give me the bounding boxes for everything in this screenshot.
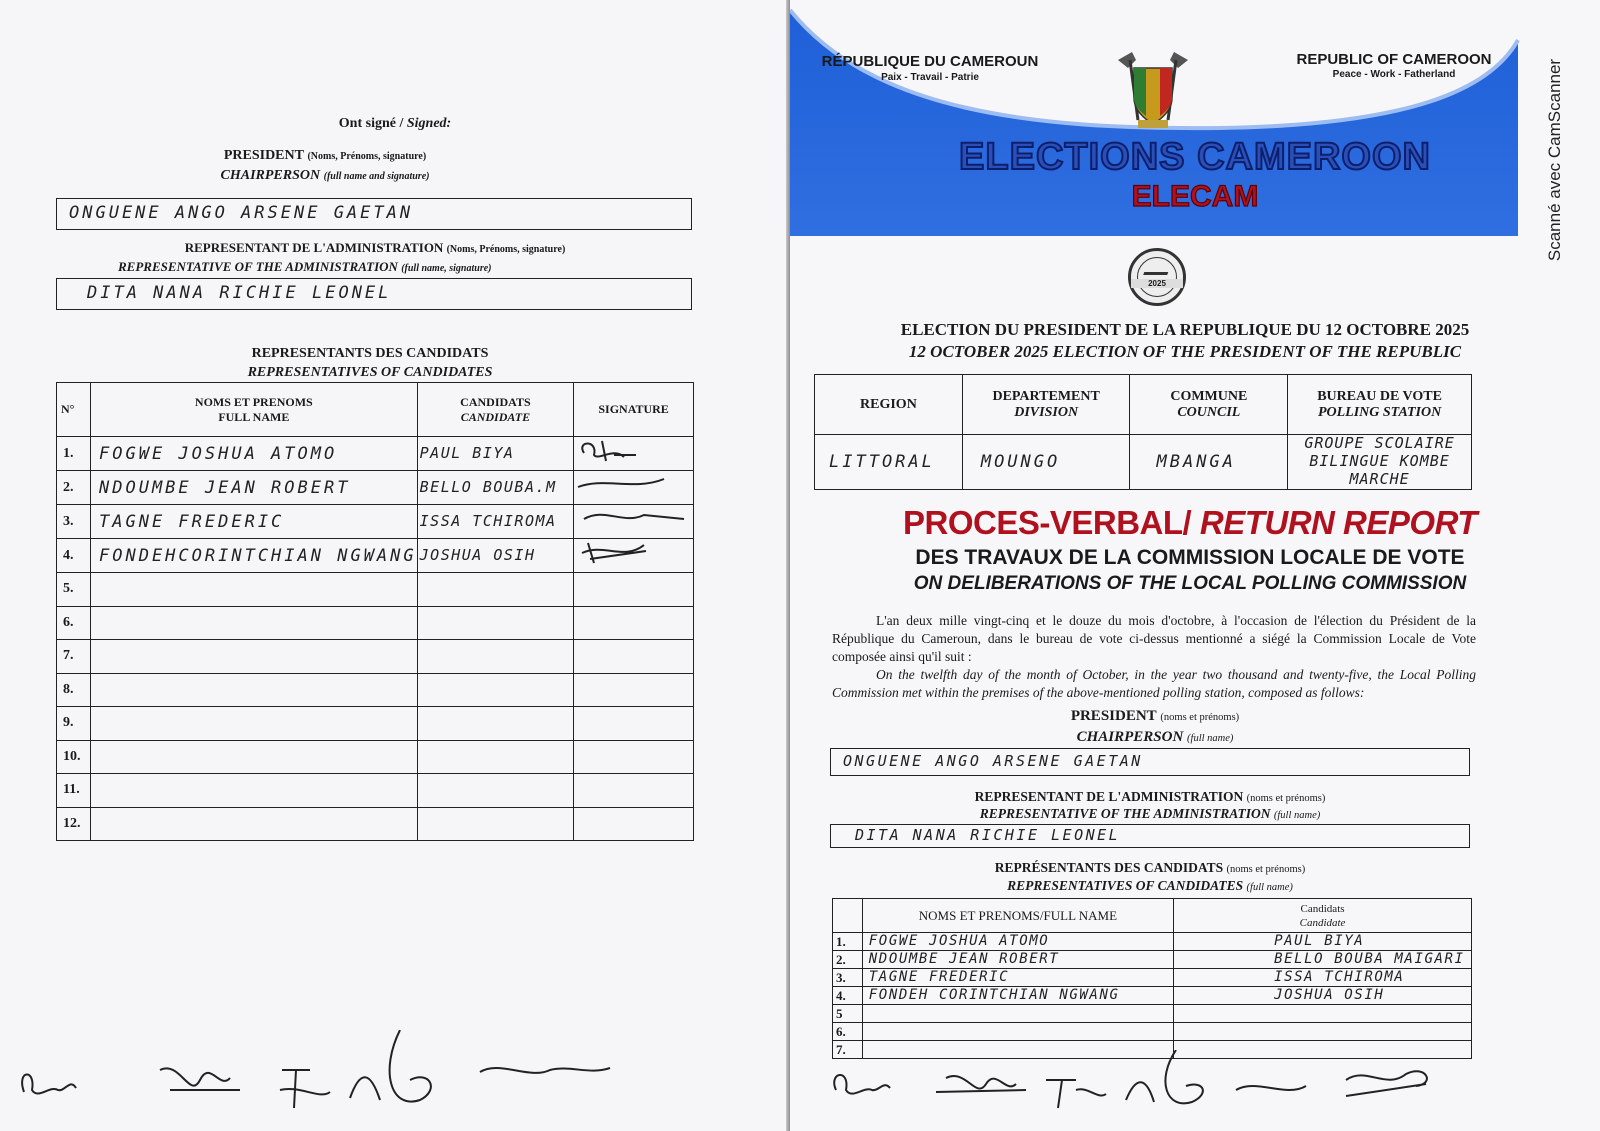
election-title-fr: ELECTION DU PRESIDENT DE LA REPUBLIQUE DU 12 OCTOBRE 2025 [900,320,1470,339]
table-row [57,740,694,774]
row-number: 6. [833,1023,863,1041]
row-number: 7. [57,640,91,674]
region-cell: LITTORAL [815,435,963,490]
org-name: ELECTIONS CAMEROON [959,136,1431,178]
candidate-name[interactable]: PAUL BIYA [417,437,574,471]
left-president-label: PRESIDENT (Noms, Prénoms, signature) [223,148,427,163]
left-bottom-signatures [10,1030,630,1120]
table-row [57,505,694,539]
table-row [57,573,694,607]
signature-cell[interactable] [574,471,694,505]
scanner-watermark: Scanné avec CamScanner [1545,58,1564,262]
candidate-name[interactable] [1174,1023,1472,1041]
candidate-name[interactable]: BELLO BOUBA.M [417,471,574,505]
representative-name[interactable] [862,1023,1173,1041]
row-number: 2. [57,471,91,505]
left-admin-value: DITA NANA RICHIE LEONEL [87,283,392,303]
row-number: 4. [57,539,91,573]
right-admin-field[interactable] [830,824,1470,848]
right-admin-label-en: REPRESENTATIVE OF THE ADMINISTRATION (full name) [979,806,1321,821]
row-number: 1. [57,437,91,471]
location-header: REGION [815,375,963,435]
candidate-name[interactable] [417,807,574,841]
signature-cell[interactable] [574,437,694,471]
table-row [57,774,694,808]
right-admin-label: REPRESENTANT DE L'ADMINISTRATION (noms et prénoms) [974,789,1326,804]
table-row [833,933,1472,951]
col-candidate: CANDIDATS CANDIDATE [417,383,574,437]
table-row [833,1023,1472,1041]
station-cell: GROUPE SCOLAIRE BILINGUE KOMBE MARCHE [1288,435,1472,490]
row-number: 11. [57,774,91,808]
table-row [57,673,694,707]
right-candidates-heading-en: REPRESENTATIVES OF CANDIDATES (full name) [1007,878,1293,893]
candidate-name[interactable] [417,673,574,707]
table-row [57,807,694,841]
candidate-name[interactable]: BELLO BOUBA MAIGARI [1174,951,1472,969]
council-cell: MBANGA [1130,435,1288,490]
table-row [833,1005,1472,1023]
right-president-value: ONGUENE ANGO ARSENE GAETAN [843,752,1143,770]
left-candidates-heading-en: REPRESENTATIVES OF CANDIDATES [247,365,493,380]
right-page [790,0,1600,1131]
location-header: COMMUNE COUNCIL [1130,375,1288,435]
representative-name[interactable] [91,573,418,607]
representative-name[interactable] [91,673,418,707]
intro-en: On the twelfth day of the month of October, in the year two thousand and twenty-five, the Local Polling Commission met within the premises of the above-mentioned polling station, composed as follows: [832,667,1476,700]
col-candidate: Candidats Candidate [1174,899,1472,933]
left-president-field[interactable] [56,198,692,230]
right-president-label: PRESIDENT (noms et prénoms) [1070,708,1240,724]
left-chairperson-label: CHAIRPERSON (full name and signature) [220,168,430,183]
row-number: 3. [833,969,863,987]
right-candidates-heading: REPRÉSENTANTS DES CANDIDATS (noms et prénoms) [994,860,1306,875]
candidate-name[interactable] [417,573,574,607]
intro-fr: L'an deux mille vingt-cinq et le douze du mois d'octobre, à l'occasion de l'élection du Président de la République du Cameroun, dans le bureau de vote ci-dessus mentionné a siégé la Commission Locale de Vote composée ainsi qu'il suit : [832,613,1476,664]
representative-name[interactable] [862,1005,1173,1023]
left-president-value: ONGUENE ANGO ARSENE GAETAN [69,203,414,223]
candidate-name[interactable] [417,606,574,640]
representative-name[interactable] [91,707,418,741]
row-number: 5 [833,1005,863,1023]
representative-name[interactable] [91,740,418,774]
row-number: 1. [833,933,863,951]
row-number: 12. [57,807,91,841]
signature-cell[interactable] [574,740,694,774]
table-row [833,969,1472,987]
left-admin-label: REPRESENTANT DE L'ADMINISTRATION (Noms, Prénoms, signature) [184,240,566,255]
candidate-name[interactable]: JOSHUA OSIH [1174,987,1472,1005]
col-name: NOMS ET PRENOMS/FULL NAME [862,899,1173,933]
candidate-name[interactable] [1174,1005,1472,1023]
row-number: 9. [57,707,91,741]
representative-name[interactable]: FONDEH CORINTCHIAN NGWANG [862,987,1173,1005]
election-title-en: 12 OCTOBER 2025 ELECTION OF THE PRESIDENT OF THE REPUBLIC [908,342,1462,361]
table-row [833,951,1472,969]
left-candidates-heading: REPRESENTANTS DES CANDIDATS [251,346,489,361]
republic-en: REPUBLIC OF CAMEROON [1296,51,1492,68]
signature-cell[interactable] [574,640,694,674]
elecam-seal [1128,248,1186,306]
representative-name[interactable]: NDOUMBE JEAN ROBERT [862,951,1173,969]
right-president-field[interactable] [830,748,1470,776]
left-candidates-table [56,382,694,841]
row-number: 2. [833,951,863,969]
motto-en: Peace - Work - Fatherland [1332,69,1456,80]
col-signature: SIGNATURE [574,383,694,437]
signature-cell[interactable] [574,673,694,707]
right-bottom-signatures [826,1050,1466,1120]
table-row [57,437,694,471]
table-row [57,539,694,573]
candidate-name[interactable]: ISSA TCHIROMA [417,505,574,539]
row-number: 3. [57,505,91,539]
org-short: ELECAM [1131,180,1259,213]
row-number: 8. [57,673,91,707]
representative-name[interactable] [91,606,418,640]
signature-scribble [574,539,692,567]
candidate-name[interactable]: PAUL BIYA [1174,933,1472,951]
left-page [0,0,790,1131]
candidate-name[interactable] [417,707,574,741]
signature-cell[interactable] [574,606,694,640]
coat-of-arms-icon [1108,46,1198,132]
location-table [814,374,1472,490]
representative-name[interactable]: TAGNE FREDERIC [862,969,1173,987]
seal-year: 2025 [1131,279,1183,288]
representative-name[interactable]: NDOUMBE JEAN ROBERT [91,471,418,505]
signature-cell[interactable] [574,774,694,808]
signature-cell[interactable] [574,539,694,573]
representative-name[interactable]: FONDEHCORINTCHIAN NGWANG [91,539,418,573]
representative-name[interactable] [91,807,418,841]
candidate-name[interactable]: ISSA TCHIROMA [1174,969,1472,987]
candidate-name[interactable] [417,640,574,674]
header-band [790,0,1600,240]
signature-cell[interactable] [574,707,694,741]
left-admin-field[interactable] [56,278,692,310]
seal-emblem-icon [1143,265,1171,275]
signature-cell[interactable] [574,573,694,607]
table-row [57,640,694,674]
representative-name[interactable] [91,640,418,674]
row-number: 5. [57,573,91,607]
row-number: 10. [57,740,91,774]
representative-name[interactable]: TAGNE FREDERIC [91,505,418,539]
signed-heading: Ont signé / Signed: [338,116,452,131]
report-subtitle-en: ON DELIBERATIONS OF THE LOCAL POLLING COMMISSION [913,573,1467,594]
table-row [57,471,694,505]
row-number: 7. [833,1041,863,1059]
table-row [57,606,694,640]
report-subtitle-fr: DES TRAVAUX DE LA COMMISSION LOCALE DE VOTE [915,546,1465,569]
republic-fr: RÉPUBLIQUE DU CAMEROUN [821,53,1039,70]
candidate-name[interactable] [417,774,574,808]
location-header: DEPARTEMENT DIVISION [962,375,1130,435]
left-admin-label-en: REPRESENTATIVE OF THE ADMINISTRATION (full name, signature) [118,259,492,274]
col-no: N° [57,383,91,437]
location-header: BUREAU DE VOTE POLLING STATION [1288,375,1472,435]
division-cell: MOUNGO [962,435,1130,490]
table-row [833,987,1472,1005]
representative-name[interactable]: FOGWE JOSHUA ATOMO [862,933,1173,951]
row-number: 4. [833,987,863,1005]
candidate-name[interactable]: JOSHUA OSIH [417,539,574,573]
right-admin-value: DITA NANA RICHIE LEONEL [855,826,1121,844]
motto-fr: Paix - Travail - Patrie [881,72,979,83]
table-row [57,707,694,741]
candidate-name[interactable] [417,740,574,774]
signature-scribble [574,505,692,533]
row-number: 6. [57,606,91,640]
right-chairperson-label: CHAIRPERSON (full name) [1076,729,1234,745]
signature-scribble [574,471,692,499]
right-candidates-table [832,898,1472,1059]
representative-name[interactable]: FOGWE JOSHUA ATOMO [91,437,418,471]
signature-cell[interactable] [574,807,694,841]
col-no [833,899,863,933]
representative-name[interactable] [91,774,418,808]
signature-scribble [574,437,692,465]
signature-cell[interactable] [574,505,694,539]
col-name: NOMS ET PRENOMS FULL NAME [91,383,418,437]
report-title: PROCES-VERBAL/ RETURN REPORT [903,504,1477,541]
